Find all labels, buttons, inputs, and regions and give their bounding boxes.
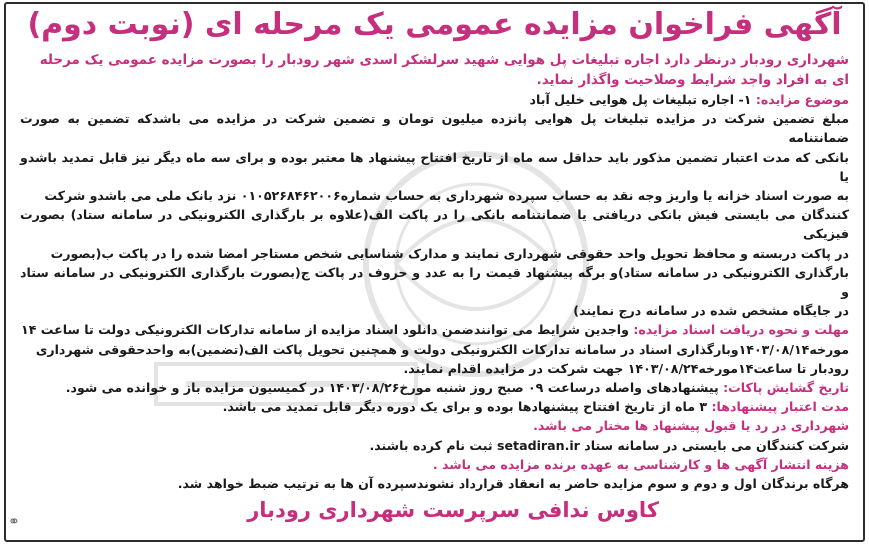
notice-title: آگهی فراخوان مزایده عمومی یک مرحله ای (نوبت دوم) [27,7,842,42]
guarantee-line: به صورت اسناد خزانه یا واریز وجه نقد به حساب سپرده شهرداری به حساب شماره۰۱۰۵۲۶۸۴۶۲۰۰۶ نزد بانک ملی می باشدو شرکت [44,188,849,204]
deadline-label: مهلت و نحوه دریافت اسناد مزایده: [633,322,849,338]
opening-line [20,378,849,397]
rights-line: شهرداری در رد یا قبول پیشنهاد ها مختار می باشد. [533,418,849,434]
deadline-line: مورخه۱۴۰۳/۰۸/۱۴وبارگذاری اسناد در سامانه تدارکات الکترونیکی دولت و همچنین تحویل پاکت الف(تضمین)به واحدحقوقی شهرداری [35,341,849,357]
validity-text: ۳ ماه از تاریخ افتتاح پیشنهادها بوده و برای یک دوره دیگر قابل تمدید می باشد. [222,399,708,415]
notice-page [4,2,865,542]
signature: کاوس ندافی سرپرست شهرداری رودبار [247,498,659,523]
validity-line [20,397,849,416]
deadline-line [20,320,849,339]
subject-label: موضوع مزایده: [755,92,849,107]
corner-mark-icon: ⚭ [8,514,20,530]
notice-content [6,6,863,524]
guarantee-line: در پاکت دربسته و محافظ تحویل واحد حقوقی شهرداری نمایند و مدارک شناسایی شخص مستاجر امضا شده را در پاکت ب(بصورت [50,245,849,261]
guarantee-line: کنندگان می بایستی فیش بانکی دریافتی یا ضمانتنامه بانکی را در پاکت الف(علاوه بر بارگذاری الکترونیکی در سامانه ستاد) بصورت فیزیکی [20,207,849,242]
cost-line: هزینه انتشار آگهی ها و کارشناسی به عهده برنده مزایده می باشد . [432,456,849,472]
guarantee-line: بارگذاری الکترونیکی در سامانه ستاد)و برگه پیشنهاد قیمت را به عدد و حروف در پاکت ج(بصورت بارگذاری الکترونیکی در سامانه ستاد و [20,264,849,300]
deadline-line: رودبار تا ساعت۱۴مورخه۱۴۰۳/۰۸/۲۴ جهت شرکت در مزایده اقدام نمایند. [403,360,849,376]
guarantee-line: مبلغ تضمین شرکت در مزایده تبلیغات پل هوایی پانزده میلیون تومان و تضمین شرکت در مزایده می باشدکه تضمین به صورت ضمانتنامه [20,111,849,146]
forfeit-line: هرگاه برندگان اول و دوم و سوم مزایده حاضر به انعقاد قرارداد نشوندسپرده آن ها به ترتیب ضبط خواهد شد. [177,476,849,492]
guarantee-line: بانکی که مدت اعتبار تضمین مذکور باید حداقل سه ماه از تاریخ افتتاح پیشنهاد ها معتبر بوده و برای سه ماه دیگر نیز قابل تمدید باشدو یا [20,149,849,184]
notice-body [20,90,849,493]
guarantee-line: در جایگاه مشخص شده در سامانه درج نمایند) [573,303,849,319]
deadline-text: واجدین شرایط می توانندضمن دانلود اسناد مزایده از سامانه تدارکات الکترونیکی دولت تا ساعت ۱۴ [21,322,629,338]
subject-text: ۱- اجاره تبلیغات پل هوایی خلیل آباد [529,92,752,107]
registration-line: شرکت کنندگان می بایستی در سامانه ستاد setadiran.ir ثبت نام کرده باشند. [369,437,849,453]
opening-text: پیشنهادهای واصله درساعت ۰۹ صبح روز شنبه مورخ۱۴۰۳/۰۸/۲۶ در کمیسیون مزایده باز و خوانده می شود. [65,380,719,396]
opening-label: تاریخ گشایش پاکات: [723,380,849,396]
validity-label: مدت اعتبار پیشنهادها: [711,399,849,415]
subject-line [20,90,849,109]
notice-intro: شهرداری رودبار درنظر دارد اجاره تبلیغات پل هوایی شهید سرلشکر اسدی شهر رودبار را بصورت مزایده عمومی یک مرحله ای به افراد واجد شرایط وصلاحیت واگذار نماید. [39,52,849,88]
